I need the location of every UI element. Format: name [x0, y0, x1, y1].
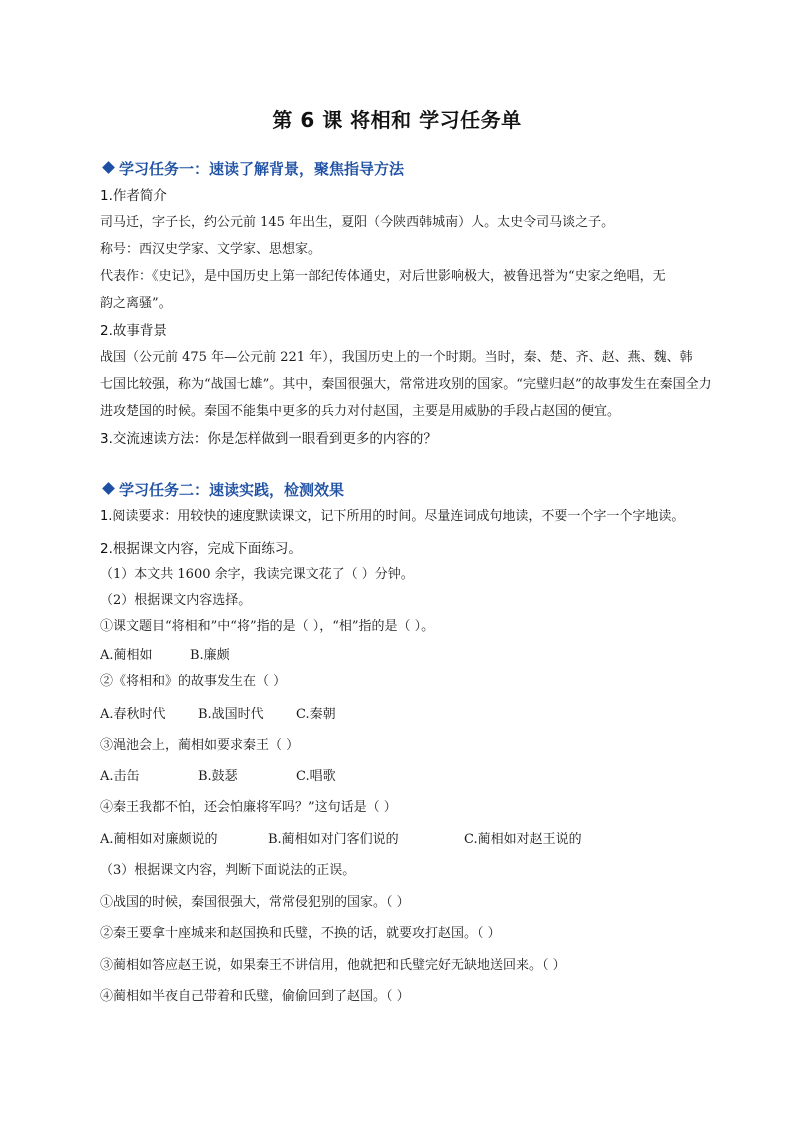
option: A.春秋时代: [100, 707, 166, 722]
author-line-2: 称号：西汉史学家、文学家、思想家。: [100, 242, 322, 257]
author-label: 1.作者简介: [100, 188, 167, 204]
diamond-bullet-icon: [102, 482, 115, 495]
author-line-3: 代表作：《史记》，是中国历史上第一部纪传体通史，对后世影响极大，被鲁迅誉为“史家之绝唱，无: [100, 269, 666, 284]
option: A.蔺相如对廉颇说的: [100, 832, 218, 847]
option: C.唱歌: [296, 769, 336, 784]
question-2-2: （2）根据课文内容选择。: [100, 593, 252, 608]
question-2: 2.根据课文内容，完成下面练习。: [100, 541, 302, 557]
option: A.击缶: [100, 769, 140, 784]
task1-heading: [104, 160, 734, 178]
choice-1-options: [100, 647, 734, 665]
judgement-3: ③蔺相如答应赵王说，如果秦王不讲信用，他就把和氏璧完好无缺地送回来。（ ）: [100, 958, 566, 973]
option: B.廉颇: [190, 648, 230, 663]
task2-heading: [104, 481, 734, 499]
diamond-bullet-icon: [102, 161, 115, 174]
task1-heading-text: 学习任务一：速读了解背景，聚焦指导方法: [119, 160, 405, 178]
choice-3-options: [100, 768, 734, 786]
option: B.鼓瑟: [198, 769, 238, 784]
background-line-3: 进攻楚国的时候。秦国不能集中更多的兵力对付赵国，主要是用威胁的手段占赵国的便宜。: [100, 404, 621, 419]
choice-2-options: [100, 706, 734, 724]
method-question: 3.交流速读方法：你是怎样做到一眼看到更多的内容的？: [100, 431, 437, 447]
judgement-2: ②秦王要拿十座城来和赵国换和氏璧，不换的话，就要攻打赵国。（ ）: [100, 926, 501, 941]
task2-heading-text: 学习任务二：速读实践，检测效果: [119, 481, 345, 499]
choice-4-options: [100, 831, 734, 849]
reading-requirement: 1.阅读要求：用较快的速度默读课文，记下所用的时间。尽量连词成句地读，不要一个字一个字地读。: [100, 509, 685, 524]
background-line-2: 七国比较强，称为“战国七雄”。其中，秦国很强大，常常进攻别的国家。“完璧归赵”的故事发生在秦国全力: [100, 377, 712, 392]
judgement-1: ①战国的时候，秦国很强大，常常侵犯别的国家。（ ）: [100, 895, 410, 910]
page-title: 第 6 课 将相和 学习任务单: [272, 108, 522, 132]
option: C.蔺相如对赵王说的: [464, 832, 582, 847]
question-2-3: （3）根据课文内容，判断下面说法的正误。: [100, 863, 356, 878]
choice-1: ①课文题目“将相和”中“将”指的是（ ），“相”指的是（ ）。: [100, 619, 435, 634]
option: B.蔺相如对门客们说的: [268, 832, 399, 847]
option: A.蔺相如: [100, 648, 153, 663]
judgement-4: ④蔺相如半夜自己带着和氏璧，偷偷回到了赵国。（ ）: [100, 989, 410, 1004]
choice-2: ②《将相和》的故事发生在（ ）: [100, 674, 287, 689]
background-label: 2.故事背景: [100, 323, 167, 339]
question-2-1: （1）本文共 1600 余字，我读完课文花了（ ）分钟。: [100, 567, 414, 582]
option: C.秦朝: [296, 707, 336, 722]
choice-3: ③渑池会上，蔺相如要求秦王（ ）: [100, 738, 300, 753]
author-line-1: 司马迁，字子长，约公元前 145 年出生，夏阳（今陕西韩城南）人。太史令司马谈之子。: [100, 215, 615, 230]
choice-4: ④秦王我都不怕，还会怕廉将军吗？”这句话是（ ）: [100, 800, 397, 815]
option: B.战国时代: [198, 707, 264, 722]
background-line-1: 战国（公元前 475 年—公元前 221 年），我国历史上的一个时期。当时，秦、楚、齐、赵、燕、魏、韩: [100, 350, 693, 365]
author-line-4: 韵之离骚”。: [100, 296, 172, 311]
